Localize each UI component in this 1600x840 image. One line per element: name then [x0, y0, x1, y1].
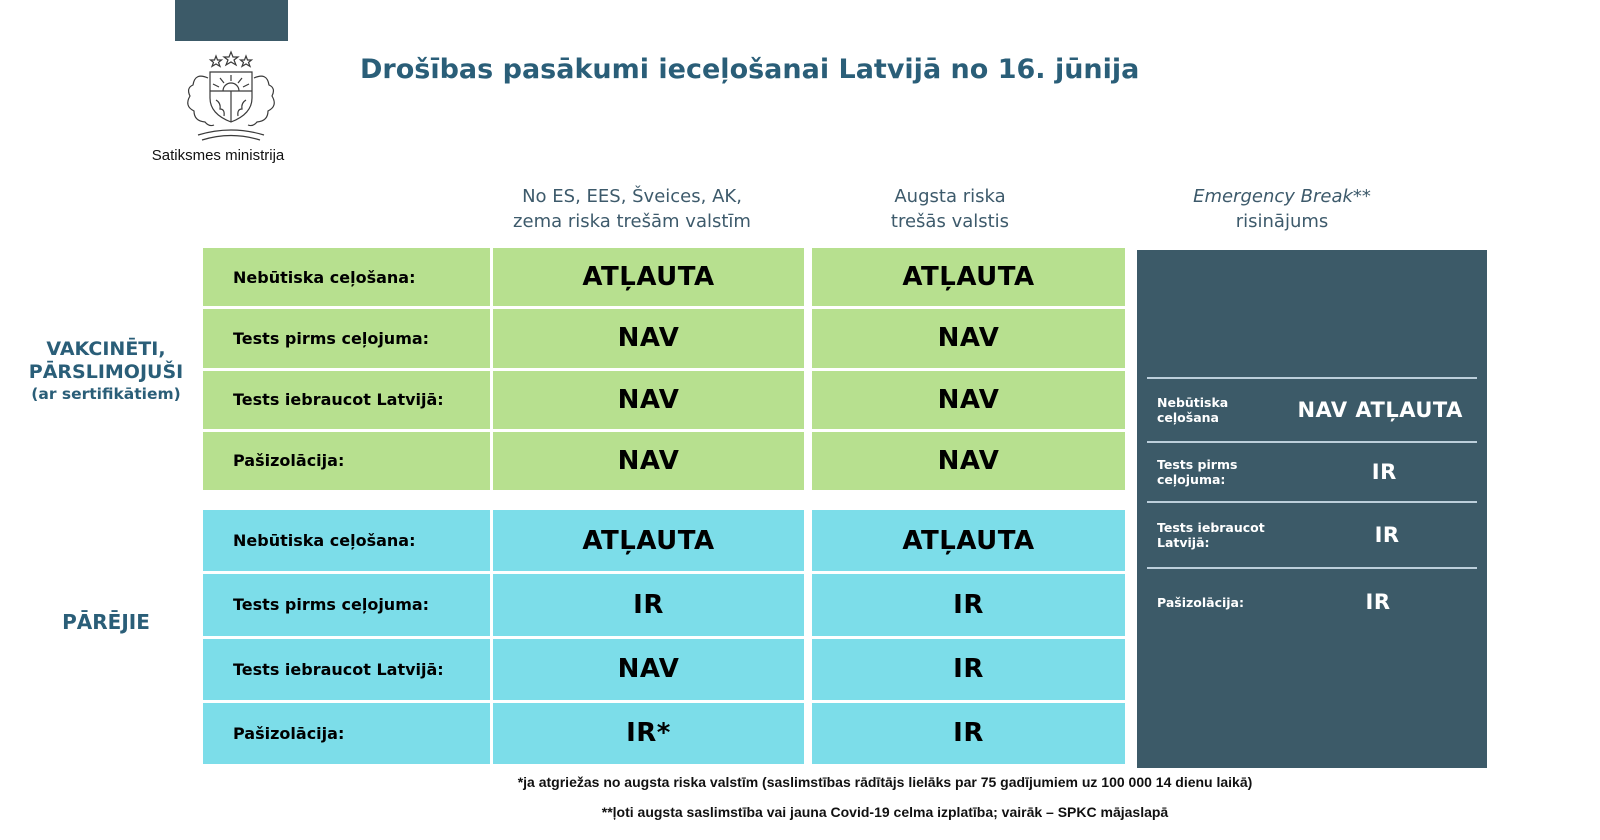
- row-value: NAV: [812, 371, 1125, 429]
- panel-row-label: Pašizolācija:: [1157, 594, 1244, 610]
- row-value: IR: [812, 639, 1125, 700]
- column-header-line: Augsta riska: [894, 186, 1006, 207]
- vaccinated-table-main: [203, 248, 804, 490]
- column-header-line: zema riska trešām valstīm: [513, 211, 751, 232]
- column-header-line: trešās valstis: [890, 211, 1010, 232]
- row-value: IR*: [493, 703, 804, 764]
- shield-divisions: [210, 91, 252, 122]
- row-label: Tests iebraucot Latvijā:: [203, 371, 490, 429]
- panel-row: [1147, 377, 1477, 441]
- sun-rays: [213, 75, 249, 87]
- others-table-high-risk: [812, 510, 1125, 764]
- row-label: Nebūtiska ceļošana:: [203, 248, 490, 306]
- row-label: Nebūtiska ceļošana:: [203, 510, 490, 571]
- header-accent-rectangle: [175, 0, 288, 41]
- column-header-line: No ES, EES, Šveices, AK,: [522, 186, 742, 207]
- panel-row-value: NAV ATĻAUTA: [1297, 398, 1463, 422]
- row-value: NAV: [493, 309, 804, 367]
- panel-row-label: Nebūtiska ceļošana: [1157, 395, 1229, 425]
- group-label-line: PĀRSLIMOJUŠI: [28, 361, 184, 383]
- footnote-2: **ļoti augsta saslimstība vai jauna Covid-19 celma izplatība; vairāk – SPKC mājaslapā: [601, 804, 1169, 820]
- row-value: NAV: [493, 371, 804, 429]
- ministry-name: Satiksmes ministrija: [151, 147, 285, 164]
- panel-row-value: IR: [1371, 460, 1397, 484]
- panel-row: [1147, 567, 1477, 635]
- panel-row-value: IR: [1365, 590, 1391, 614]
- row-value: ATĻAUTA: [812, 510, 1125, 571]
- column-header-high-risk: [785, 184, 1115, 234]
- group-label-subtext: (ar sertifikātiem): [31, 385, 181, 403]
- row-value: NAV: [812, 309, 1125, 367]
- others-table-main: [203, 510, 804, 764]
- panel-row-label: Tests iebraucot Latvijā:: [1157, 520, 1265, 550]
- group-label-line: VAKCINĒTI,: [46, 338, 166, 360]
- star-icon: [211, 56, 222, 66]
- branches-base: [198, 130, 264, 140]
- row-value: NAV: [812, 432, 1125, 490]
- row-label: Tests pirms ceļojuma:: [203, 309, 490, 367]
- panel-row: [1147, 501, 1477, 567]
- column-header-emergency-break: [1117, 184, 1447, 234]
- panel-row-label: Tests pirms ceļojuma:: [1157, 457, 1238, 487]
- column-header-line: risinājums: [1235, 211, 1329, 232]
- star-icon: [224, 52, 238, 65]
- group-label-others: PĀRĒJIE: [62, 610, 150, 634]
- row-label: Tests pirms ceļojuma:: [203, 574, 490, 635]
- row-value: NAV: [493, 432, 804, 490]
- row-value: NAV: [493, 639, 804, 700]
- row-label: Pašizolācija:: [203, 703, 490, 764]
- star-icon: [241, 56, 252, 66]
- panel-row: [1147, 441, 1477, 501]
- footnote-1: *ja atgriežas no augsta riska valstīm (saslimstības rādītājs lielāks par 75 gadījumiem uz 100 000 14 dienu laikā): [517, 774, 1253, 790]
- coat-of-arms-logo: [172, 50, 290, 146]
- row-label: Pašizolācija:: [203, 432, 490, 490]
- column-header-low-risk: [467, 184, 797, 234]
- row-value: IR: [812, 574, 1125, 635]
- row-value: ATĻAUTA: [812, 248, 1125, 306]
- row-value: ATĻAUTA: [493, 248, 804, 306]
- column-header-line: Emergency Break**: [1193, 186, 1371, 207]
- sun-icon: [223, 83, 239, 91]
- page-title: Drošības pasākumi ieceļošanai Latvijā no 16. jūnija: [360, 54, 1140, 85]
- row-value: IR: [493, 574, 804, 635]
- group-label-vaccinated: [8, 338, 204, 404]
- row-label: Tests iebraucot Latvijā:: [203, 639, 490, 700]
- panel-row-value: IR: [1374, 523, 1400, 547]
- emergency-break-panel: [1137, 250, 1487, 768]
- vaccinated-table-high-risk: [812, 248, 1125, 490]
- row-value: IR: [812, 703, 1125, 764]
- row-value: ATĻAUTA: [493, 510, 804, 571]
